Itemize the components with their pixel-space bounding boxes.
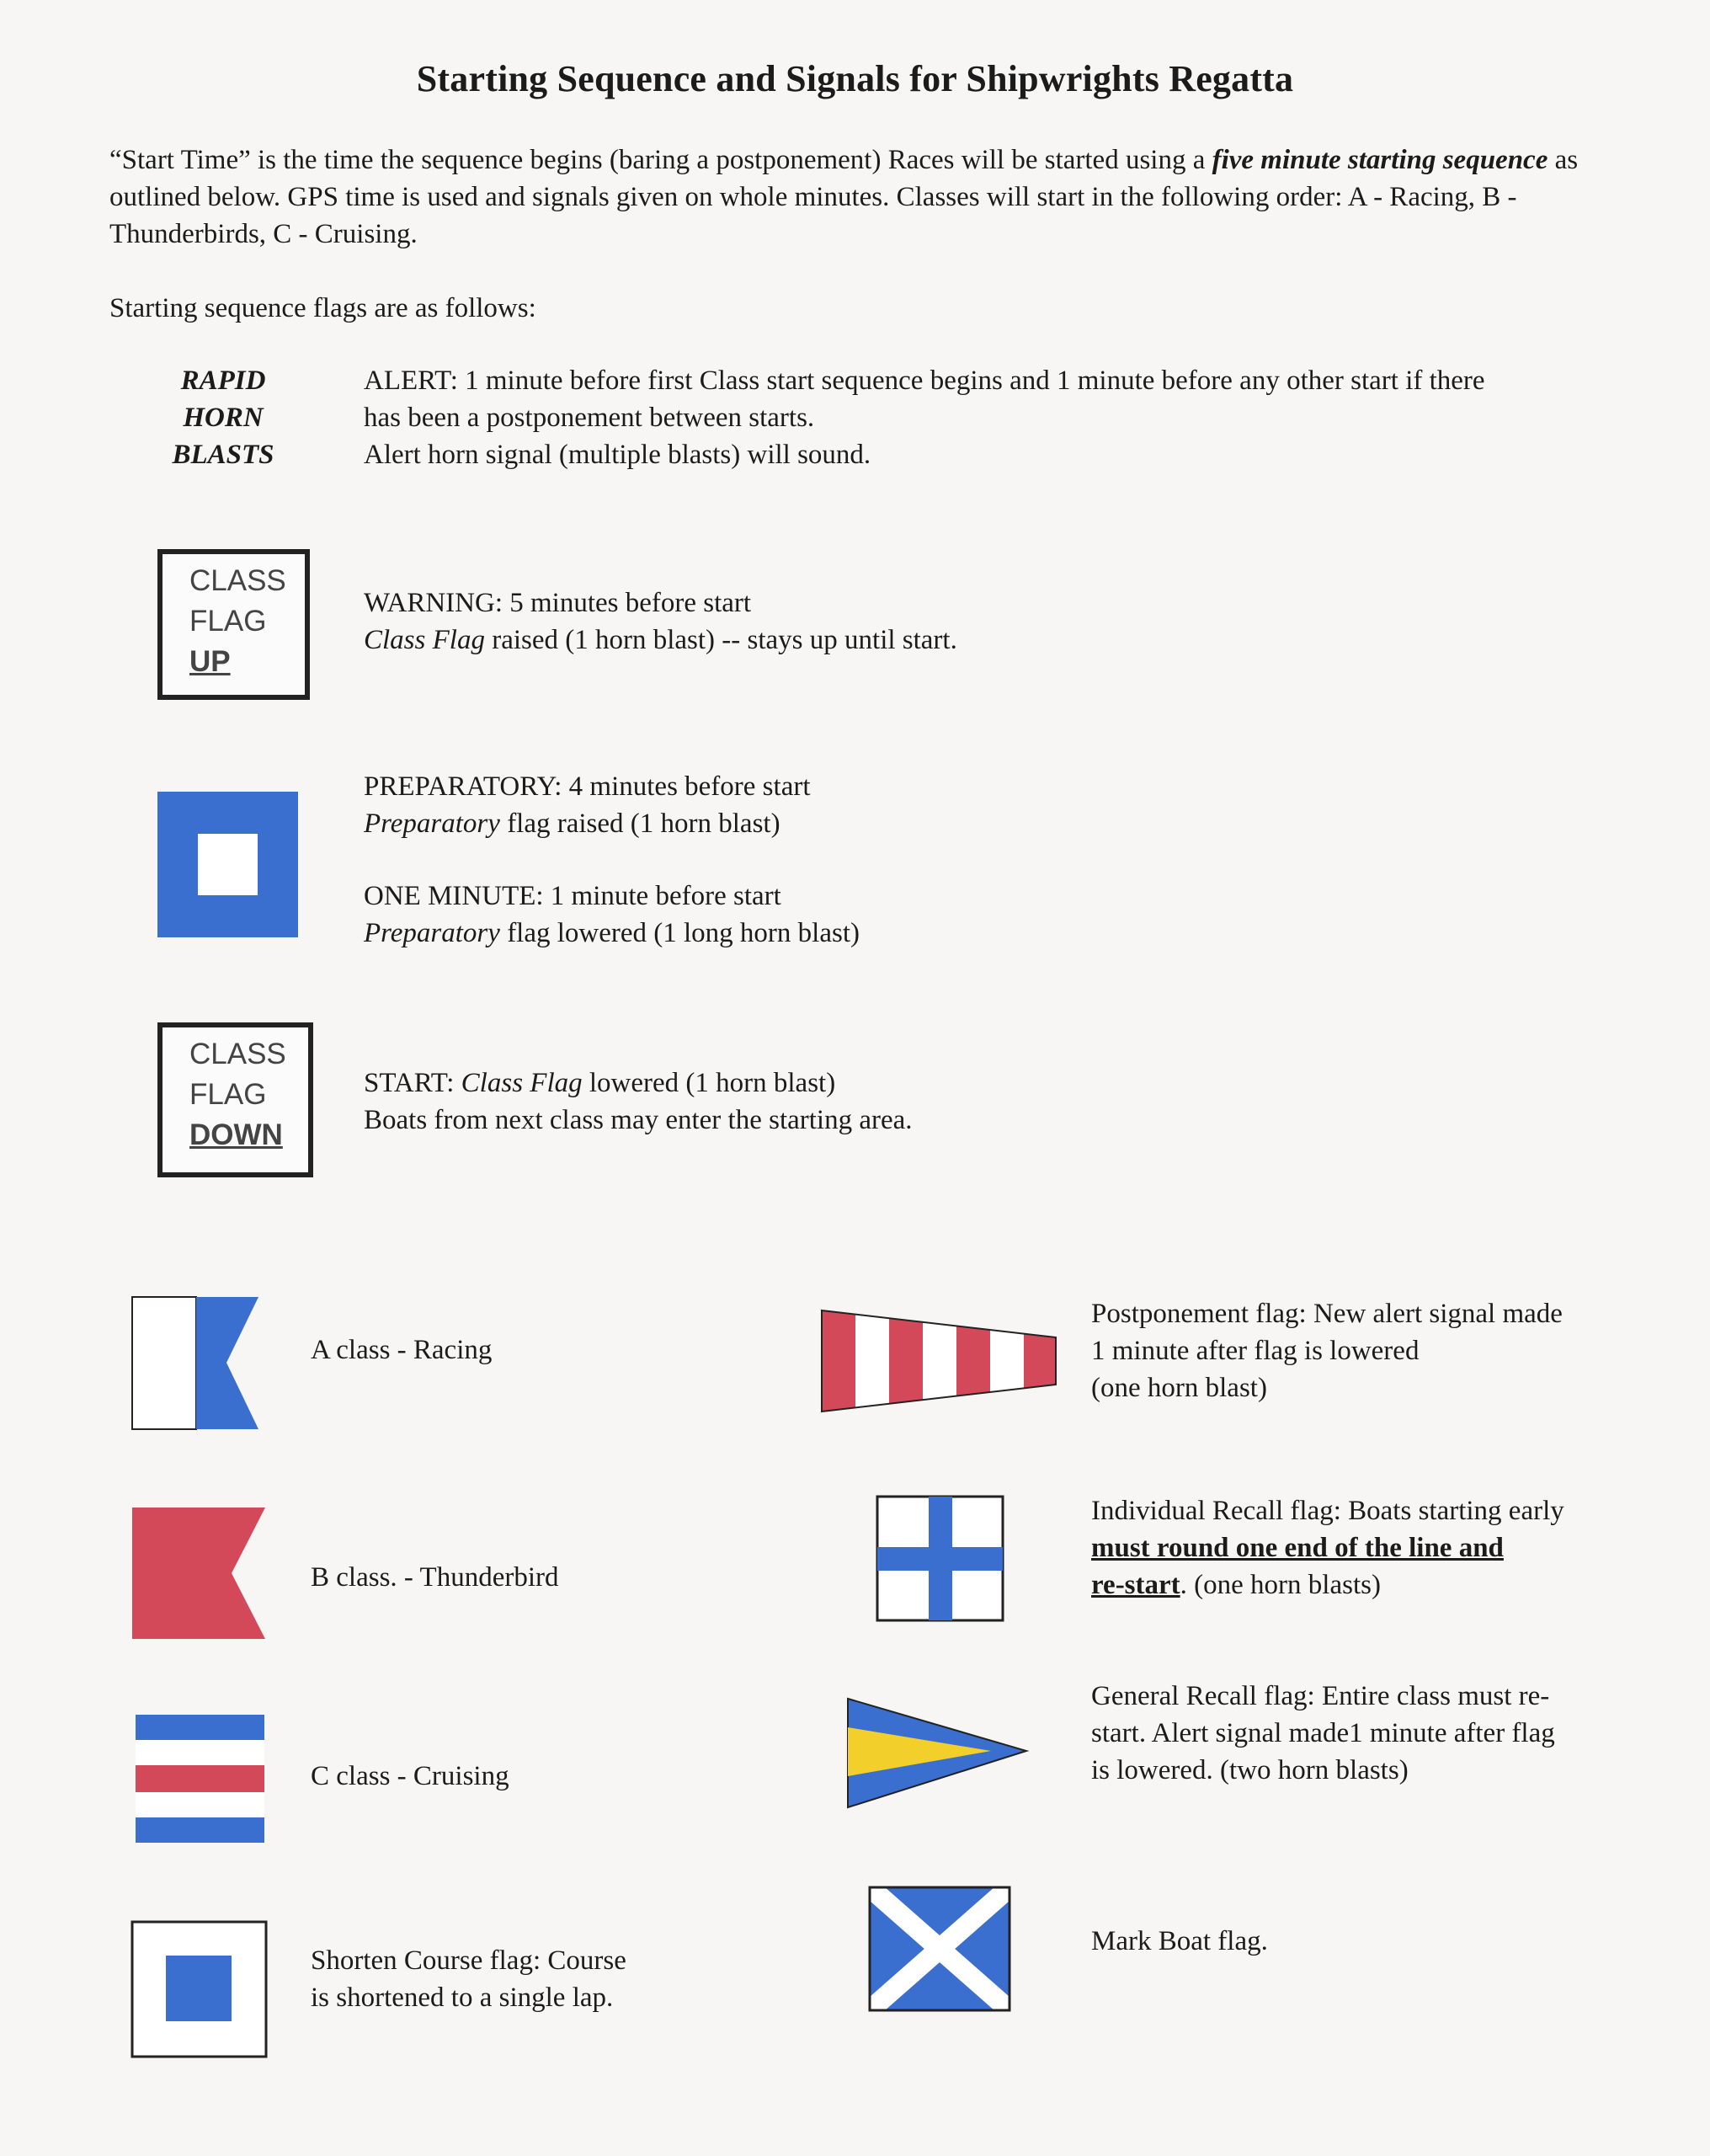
start-line-1 xyxy=(364,1065,1627,1102)
a-flag-blue xyxy=(196,1297,258,1429)
start-italic: Class Flag xyxy=(461,1068,583,1098)
c-flag-band-2 xyxy=(136,1740,264,1765)
one-minute-text xyxy=(364,878,1627,952)
general-recall-line-1: General Recall flag: Entire class must re- xyxy=(1091,1681,1550,1711)
postpone-stripe-white xyxy=(855,1310,889,1412)
preparatory-line-1: PREPARATORY: 4 minutes before start xyxy=(364,771,811,802)
start-prefix: START: xyxy=(364,1068,461,1098)
general-recall-line-2: start. Alert signal made1 minute after flag xyxy=(1091,1718,1555,1748)
preparatory-italic: Preparatory xyxy=(364,808,500,839)
class-flag-up-line-3: UP xyxy=(189,645,231,678)
class-flag-up-line-2: FLAG xyxy=(189,605,267,638)
start-text xyxy=(364,1065,1627,1139)
class-flag-down-line-3: DOWN xyxy=(189,1118,283,1151)
a-class-label: A class - Racing xyxy=(311,1335,493,1365)
postponement-line-2: 1 minute after flag is lowered xyxy=(1091,1336,1420,1366)
recall-bold-1: must round one end of the line and xyxy=(1091,1533,1504,1563)
individual-recall-text xyxy=(1091,1492,1564,1604)
preparatory-rest: flag raised (1 horn blast) xyxy=(499,808,780,839)
b-flag-icon xyxy=(132,1508,265,1639)
shorten-course-line-2: is shortened to a single lap. xyxy=(311,1983,614,2013)
c-flag-band-5 xyxy=(136,1817,264,1843)
c-flag-icon xyxy=(136,1715,264,1843)
b-class-label: B class. - Thunderbird xyxy=(311,1562,559,1593)
postpone-stripe-red xyxy=(822,1310,855,1412)
one-minute-rest: flag lowered (1 long horn blast) xyxy=(499,918,860,948)
one-minute-line-2 xyxy=(364,915,1627,952)
sequence-label: Starting sequence flags are as follows: xyxy=(109,293,536,323)
alert-text xyxy=(364,362,1627,473)
postponement-line-3: (one horn blast) xyxy=(1091,1373,1267,1403)
start-rest: lowered (1 horn blast) xyxy=(582,1068,836,1098)
warning-line-1: WARNING: 5 minutes before start xyxy=(364,588,752,618)
shorten-course-line-1: Shorten Course flag: Course xyxy=(311,1945,626,1976)
rapid-horn-label xyxy=(139,362,307,473)
recall-rest: . (one horn blasts) xyxy=(1180,1570,1381,1600)
b-flag-red xyxy=(132,1508,265,1639)
postpone-stripe-red xyxy=(1024,1310,1056,1412)
a-flag-icon xyxy=(132,1297,258,1430)
recall-line-1: Individual Recall flag: Boats starting early xyxy=(1091,1496,1564,1526)
c-flag-band-4 xyxy=(136,1792,264,1817)
class-flag-down-line-1: CLASS xyxy=(189,1038,286,1070)
intro-text-1: “Start Time” is the time the sequence begins (baring a postponement) Races will be started using a xyxy=(109,145,1212,175)
class-flag-down-line-2: FLAG xyxy=(189,1078,267,1111)
class-flag-down-box xyxy=(157,1022,313,1177)
page-title: Starting Sequence and Signals for Shipwrights Regatta xyxy=(416,58,1294,99)
warning-rest: raised (1 horn blast) -- stays up until start. xyxy=(484,625,957,655)
individual-recall-flag-icon xyxy=(877,1497,1003,1620)
one-minute-line-1: ONE MINUTE: 1 minute before start xyxy=(364,881,781,911)
postpone-stripe-red xyxy=(889,1310,923,1412)
horn-label-line: HORN xyxy=(183,403,264,433)
recall-bold-2: re-start xyxy=(1091,1570,1180,1600)
x-flag-horizontal xyxy=(877,1547,1003,1571)
mark-boat-label: Mark Boat flag. xyxy=(1091,1926,1268,1956)
one-minute-italic: Preparatory xyxy=(364,918,500,948)
shorten-course-text xyxy=(311,1942,626,2016)
preparatory-text xyxy=(364,768,1627,842)
c-flag-band-1 xyxy=(136,1715,264,1740)
class-flag-up-line-1: CLASS xyxy=(189,564,286,597)
general-recall-text xyxy=(1091,1678,1555,1789)
class-flag-up-box xyxy=(157,549,310,700)
postponement-line-1: Postponement flag: New alert signal made xyxy=(1091,1299,1563,1329)
start-line-2: Boats from next class may enter the starting area. xyxy=(364,1105,913,1135)
postponement-flag-icon xyxy=(822,1310,1056,1412)
preparatory-flag-icon xyxy=(157,792,298,937)
horn-label-line: RAPID xyxy=(180,366,266,396)
c-flag-band-3 xyxy=(136,1765,264,1792)
intro-text-2: as outlined below. GPS time is used and signals given on whole minutes. Classes will start in the following order: A - Racing, B - Thunderbirds, C - Cruising. xyxy=(109,145,1579,249)
horn-label-line: BLASTS xyxy=(172,440,274,470)
preparatory-line-2 xyxy=(364,805,1627,842)
general-recall-line-3: is lowered. (two horn blasts) xyxy=(1091,1755,1409,1785)
postpone-stripe-white xyxy=(990,1310,1024,1412)
warning-italic: Class Flag xyxy=(364,625,485,655)
intro-bold-phrase: five minute starting sequence xyxy=(1212,145,1548,175)
recall-line-3 xyxy=(1091,1566,1564,1604)
alert-line-2: has been a postponement between starts. xyxy=(364,403,815,433)
a-flag-white xyxy=(132,1297,196,1429)
warning-line-2 xyxy=(364,622,1627,659)
alert-line-1: ALERT: 1 minute before first Class start sequence begins and 1 minute before any other start if there xyxy=(364,366,1485,396)
s-flag-center xyxy=(166,1956,232,2021)
recall-line-2 xyxy=(1091,1529,1564,1566)
mark-boat-flag-icon xyxy=(870,1887,1009,2010)
alert-line-3: Alert horn signal (multiple blasts) will sound. xyxy=(364,440,871,470)
postpone-stripe-red xyxy=(956,1310,990,1412)
c-class-label: C class - Cruising xyxy=(311,1761,509,1791)
warning-text xyxy=(364,584,1627,659)
preparatory-flag-center xyxy=(198,834,258,895)
postponement-text xyxy=(1091,1295,1563,1406)
general-recall-flag-icon xyxy=(848,1699,1026,1808)
shorten-course-flag-icon xyxy=(132,1922,266,2057)
intro-paragraph xyxy=(109,141,1625,253)
